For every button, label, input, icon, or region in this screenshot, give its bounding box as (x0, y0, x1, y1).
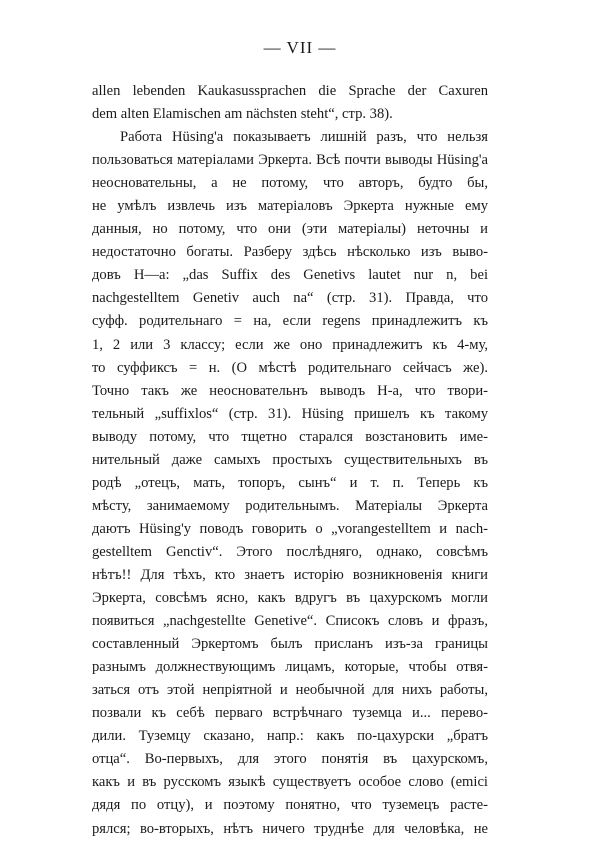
text-line: недостаточно богаты. Разберу здѣсь нѣсколько изъ выво- (92, 244, 488, 261)
text-line: нительный даже самыхъ простыхъ существительныхъ въ (92, 451, 488, 468)
text-line: не умѣлъ извлечь изъ матеріаловъ Эркерта нужные ему (92, 198, 488, 215)
text-line: gestelltem Genctiv“. Этого послѣдняго, однако, совсѣмъ (92, 543, 488, 560)
text-line: рялся; во-вторыхъ, нѣтъ ничего труднѣе для человѣка, не (92, 820, 488, 837)
text-line: отца“. Во-первыхъ, для этого понятія въ цахурскомъ, (92, 751, 488, 768)
text-line: Эркерта, совсѣмъ ясно, какъ вдругъ въ цахурскомъ могли (92, 590, 488, 607)
text-line: то суффиксъ = н. (О мѣстѣ родительнаго сейчасъ же). (92, 359, 488, 376)
body-text (92, 80, 488, 841)
text-line: даютъ Hüsing'y поводъ говорить о „vorangestelltem и nach- (92, 520, 488, 537)
text-line: мѣсту, занимаемому родительнымъ. Матеріалы Эркерта (92, 497, 488, 514)
text-line: родѣ „отецъ, мать, топоръ, сынъ“ и т. п. Теперь къ (92, 474, 488, 491)
paragraph-start-line: Работа Hüsing'a показываетъ лишній разъ, что нельзя (120, 129, 488, 146)
text-line: позвали къ себѣ перваго встрѣчнаго туземца и... перево- (92, 705, 488, 722)
text-line: дили. Туземцу сказано, напр.: какъ по-цахурски „братъ (92, 728, 488, 745)
text-line: неосновательны, а не потому, что авторъ, будто бы, (92, 175, 488, 192)
text-line: какъ и въ русскомъ языкѣ существуетъ особое слово (emici (92, 774, 488, 791)
text-line: allen lebenden Kaukasussprachen die Sprache der Caxuren (92, 83, 488, 99)
text-line: нѣтъ!! Для тѣхъ, кто знаетъ исторію возникновенія книги (92, 566, 488, 583)
page-number: — VII — (263, 38, 337, 57)
text-line: заться отъ этой непріятной и необычной для нихъ работы, (92, 682, 488, 699)
text-line: появиться „nachgestellte Genetive“. Списокъ словъ и фразъ, (92, 613, 488, 630)
text-line: Точно такъ же неосновательнъ выводъ H-a, что твори- (92, 382, 488, 399)
text-line: суфф. родительнаго = на, если regens принадлежитъ къ (92, 313, 488, 330)
text-line: дядя по отцу), и поэтому понятно, что туземецъ расте- (92, 797, 488, 814)
text-line: тельный „suffixlos“ (стр. 31). Hüsing пришелъ къ такому (92, 405, 488, 422)
text-line: пользоваться матеріалами Эркерта. Всѣ почти выводы Hüsing'a (92, 152, 488, 169)
text-line: довъ H—a: „das Suffix des Genetivs lautet nur n, bei (92, 267, 488, 284)
text-line: 1, 2 или 3 классу; если же оно принадлежитъ къ 4-му, (92, 336, 488, 353)
text-line: выводу потому, что тщетно старался возстановить име- (92, 428, 488, 445)
text-line: разнымъ должнествующимъ лицамъ, которые, чтобы отвя- (92, 659, 488, 676)
text-line: dem alten Elamischen am nächsten steht“, стр. 38). (92, 106, 393, 123)
text-line: данныя, но потому, что они (эти матеріалы) неточны и (92, 221, 488, 238)
text-line: nachgestelltem Genetiv auch na“ (стр. 31). Правда, что (92, 290, 488, 307)
text-line: составленный Эркертомъ былъ присланъ изъ-за границы (92, 636, 488, 653)
